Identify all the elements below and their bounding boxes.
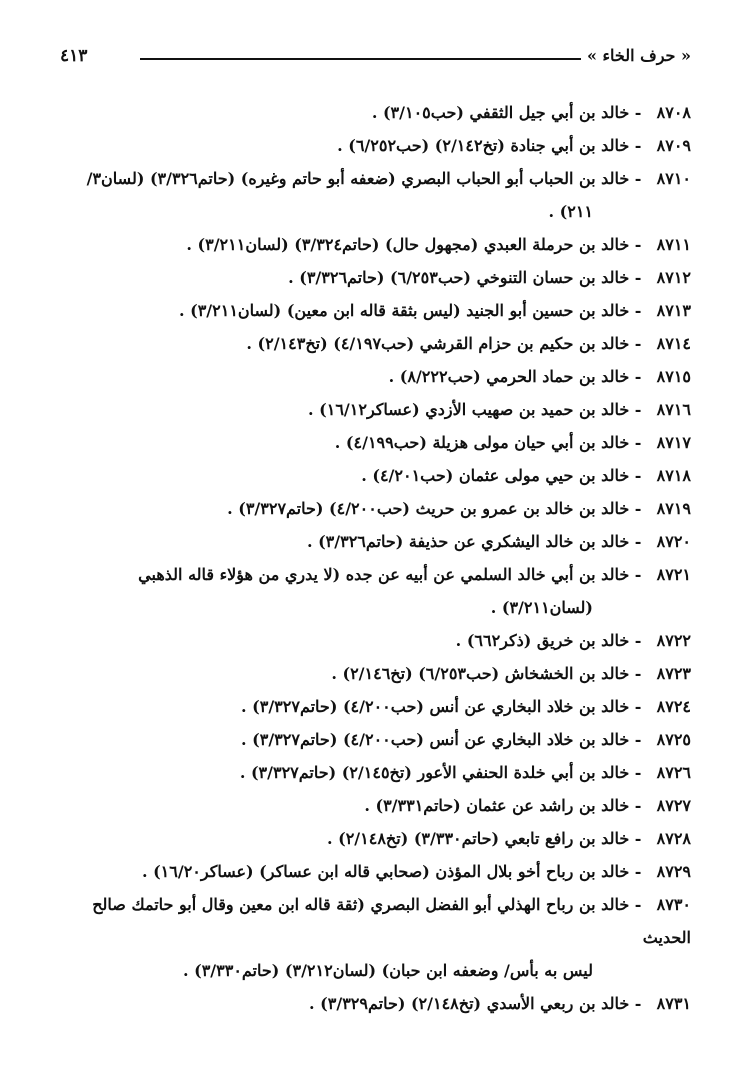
- entry-number: ٨٧٢٨: [656, 829, 691, 848]
- entry-row: [60, 459, 691, 492]
- entry-row: [60, 855, 691, 888]
- entry-row: [60, 393, 691, 426]
- entry-text: - خالد بن الحباب أبو الحباب البصري (ضعفه أبو حاتم وغيره) (حاتم٣/٣٢٦) (لسان٣/: [86, 169, 642, 188]
- entry-list: [60, 96, 691, 1020]
- entry-row: [60, 129, 691, 162]
- entry-number: ٨٧١١: [656, 235, 691, 254]
- entry-number: ٨٧٢٦: [656, 763, 691, 782]
- entry-row: [60, 96, 691, 129]
- entry-text: - خالد بن حكيم بن حزام القرشي (حب٤/١٩٧) (تخ٢/١٤٣) .: [246, 334, 642, 353]
- entry-number: ٨٧٢٣: [656, 664, 691, 683]
- entry-text: - خالد بن حميد بن صهيب الأزدي (عساكر١٦/١٢) .: [308, 400, 642, 419]
- entry-text: - خالد بن خالد بن عمرو بن حريث (حب٤/٢٠٠) (حاتم٣/٣٢٧) .: [227, 499, 642, 518]
- entry-row: [60, 756, 691, 789]
- entry-text: - خالد بن أبي خلدة الحنفي الأعور (تخ٢/١٤٥) (حاتم٣/٣٢٧) .: [239, 763, 642, 782]
- entry-number: ٨٧٣١: [656, 994, 691, 1013]
- entry-text: - خالد بن رباح الهذلي أبو الفضل البصري (ثقة قاله ابن معين وقال أبو حاتمك صالح الحديث: [92, 895, 691, 947]
- entry-number: ٨٧٢٧: [656, 796, 691, 815]
- entry-row: [60, 492, 691, 525]
- entry-number: ٨٧٢١: [656, 565, 691, 584]
- page-number: ٤١٣: [60, 46, 88, 66]
- entry-number: ٨٧٢٥: [656, 730, 691, 749]
- entry-number: ٨٧١٩: [656, 499, 691, 518]
- entry-text: - خالد بن أبي جنادة (تخ٢/١٤٢) (حب٦/٢٥٢) .: [337, 136, 642, 155]
- page-header: [60, 44, 691, 74]
- entry-row: [60, 294, 691, 327]
- entry-text: - خالد بن حيي مولى عثمان (حب٤/٢٠١) .: [361, 466, 642, 485]
- entry-text: - خالد بن خالد اليشكري عن حذيفة (حاتم٣/٣٢٦) .: [306, 532, 642, 551]
- entry-number: ٨٧١٥: [656, 367, 691, 386]
- entry-row: [60, 360, 691, 393]
- entry-number: ٨٧٠٨: [656, 103, 691, 122]
- entry-text: - خالد بن حماد الحرمي (حب٨/٢٢٢) .: [388, 367, 642, 386]
- entry-number: ٨٧١٢: [656, 268, 691, 287]
- entry-continuation: ليس به بأس/ وضعفه ابن حبان) (لسان٣/٢١٢) (حاتم٣/٣٣٠) .: [182, 961, 593, 980]
- entry-row: [60, 525, 691, 558]
- entry-row: [60, 690, 691, 723]
- entry-row: [60, 162, 691, 228]
- entry-row: [60, 723, 691, 756]
- entry-number: ٨٧١٨: [656, 466, 691, 485]
- entry-row: [60, 558, 691, 624]
- entry-text: - خالد بن خلاد البخاري عن أنس (حب٤/٢٠٠) (حاتم٣/٣٢٧) .: [241, 730, 642, 749]
- entry-text: - خالد بن أبي خالد السلمي عن أبيه عن جده (لا يدري من هؤلاء قاله الذهبي: [138, 565, 642, 584]
- entry-number: ٨٧٢٠: [656, 532, 691, 551]
- entry-number: ٨٧٢٢: [656, 631, 691, 650]
- header-rule: [140, 58, 581, 60]
- entry-text: - خالد بن ربعي الأسدي (تخ٢/١٤٨) (حاتم٣/٣٢٩) .: [309, 994, 642, 1013]
- entry-text: - خالد بن الخشخاش (حب٦/٢٥٣) (تخ٢/١٤٦) .: [331, 664, 642, 683]
- entry-text: - خالد بن أبي حيان مولى هزيلة (حب٤/١٩٩) .: [334, 433, 642, 452]
- entry-number: ٨٧١٤: [656, 334, 691, 353]
- entry-text: - خالد بن حرملة العبدي (مجهول حال) (حاتم٣/٣٢٤) (لسان٣/٢١١) .: [186, 235, 642, 254]
- entry-number: ٨٧٢٤: [656, 697, 691, 716]
- entry-number: ٨٧٣٠: [656, 895, 691, 914]
- chapter-title: « حرف الخاء »: [586, 46, 691, 65]
- entry-row: [60, 789, 691, 822]
- entry-number: ٨٧٠٩: [656, 136, 691, 155]
- entry-row: [60, 327, 691, 360]
- entry-text: - خالد بن راشد عن عثمان (حاتم٣/٣٣١) .: [364, 796, 642, 815]
- entry-number: ٨٧١٠: [656, 169, 691, 188]
- entry-row: [60, 228, 691, 261]
- entry-row: [60, 624, 691, 657]
- entry-row: [60, 888, 691, 987]
- entry-number: ٨٧٢٩: [656, 862, 691, 881]
- entry-row: [60, 822, 691, 855]
- entry-number: ٨٧١٣: [656, 301, 691, 320]
- entry-text: - خالد بن رافع تابعي (حاتم٣/٣٣٠) (تخ٢/١٤٨) .: [326, 829, 642, 848]
- entry-row: [60, 987, 691, 1020]
- entry-row: [60, 657, 691, 690]
- entry-text: - خالد بن رباح أخو بلال المؤذن (صحابي قاله ابن عساكر) (عساكر١٦/٢٠) .: [141, 862, 642, 881]
- entry-text: - خالد بن خريق (ذكر٦٦٢) .: [455, 631, 642, 650]
- entry-number: ٨٧١٧: [656, 433, 691, 452]
- entry-text: - خالد بن حسان التنوخي (حب٦/٢٥٣) (حاتم٣/٣٢٦) .: [288, 268, 642, 287]
- entry-row: [60, 426, 691, 459]
- entry-row: [60, 261, 691, 294]
- entry-text: - خالد بن خلاد البخاري عن أنس (حب٤/٢٠٠) (حاتم٣/٣٢٧) .: [241, 697, 642, 716]
- entry-text: - خالد بن أبي جيل الثقفي (حب٣/١٠٥) .: [371, 103, 642, 122]
- entry-continuation: ٢١١) .: [548, 202, 593, 221]
- entry-text: - خالد بن حسين أبو الجنيد (ليس بثقة قاله ابن معين) (لسان٣/٢١١) .: [178, 301, 642, 320]
- entry-continuation: (لسان٣/٢١١) .: [490, 598, 593, 617]
- entry-number: ٨٧١٦: [656, 400, 691, 419]
